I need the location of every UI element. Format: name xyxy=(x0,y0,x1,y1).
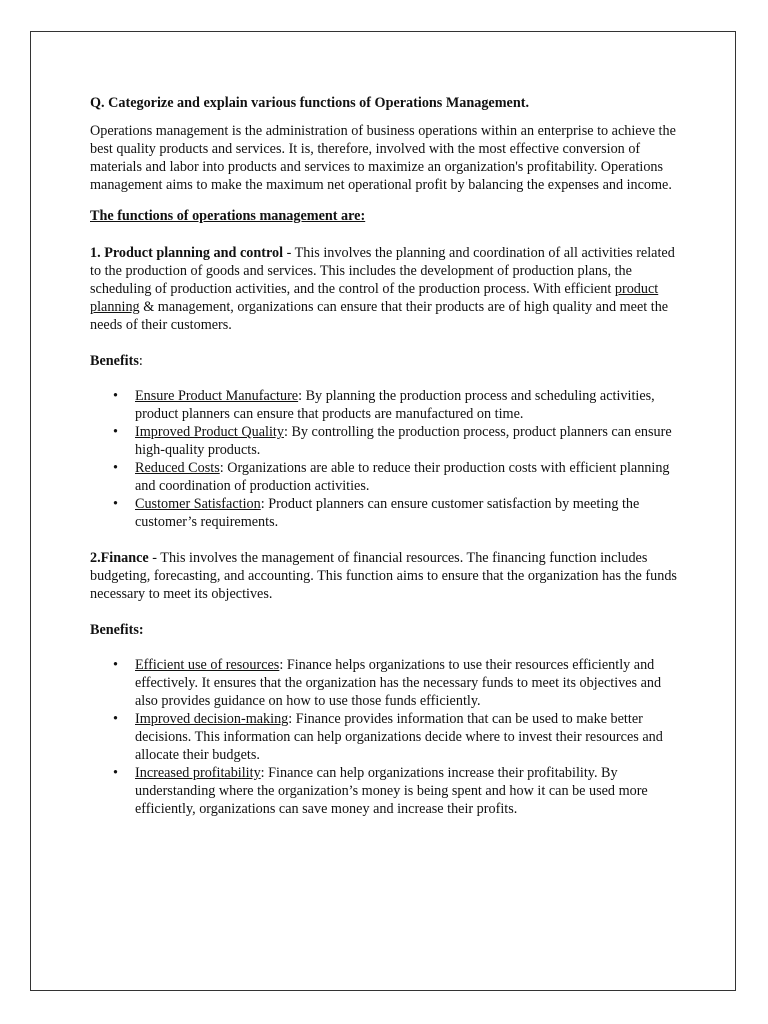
benefit-text: : Organizations are able to reduce their production costs with efficient planning and coordination of production activities. xyxy=(135,460,670,494)
benefit-term: Improved Product Quality xyxy=(135,424,284,440)
benefit-text: : By controlling the production process, product planners can ensure high-quality products. xyxy=(135,424,672,458)
benefits-heading-2: Benefits: xyxy=(90,622,144,638)
benefit-text: : Finance helps organizations to use their resources efficiently and effectively. It ensures that the organization has the necessary funds to meet its objectives and also provides guidance on how to use those funds efficiently. xyxy=(135,657,662,709)
benefits-colon-1: : xyxy=(138,353,143,369)
list-item xyxy=(135,387,680,423)
list-item xyxy=(135,764,680,818)
list-item xyxy=(135,495,680,531)
benefit-text: : Finance can help organizations increase their profitability. By understanding where the organization’s money is being spent and how it can be used more efficiently, organizations can save money and increase their profits. xyxy=(135,765,648,817)
finance-title: 2.Finance xyxy=(90,550,149,566)
product-planning-paragraph xyxy=(90,244,680,334)
product-planning-link[interactable]: product planning xyxy=(90,281,659,315)
benefit-term: Improved decision-making xyxy=(135,711,289,727)
product-planning-text-b: & management, organizations can ensure that their products are of high quality and meet the needs of their customers. xyxy=(90,299,669,333)
finance-text: - This involves the management of financial resources. The financing function includes budgeting, forecasting, and accounting. This function aims to ensure that the organization has the funds necessary to meet its objectives. xyxy=(90,550,677,602)
list-item xyxy=(135,710,680,764)
document-body xyxy=(90,94,680,836)
intro-paragraph: Operations management is the administration of business operations within an enterprise to achieve the best quality products and services. It is, therefore, involved with the most effective conversion of materials and labor into products and services to maximize an organization's profitability. Operations management aims to make the maximum net operational profit by balancing the expenses and income. xyxy=(90,123,676,193)
benefit-term: Efficient use of resources xyxy=(135,657,280,673)
benefit-text: : Finance provides information that can be used to make better decisions. This information can help organizations decide where to invest their resources and allocate their budgets. xyxy=(135,711,663,763)
product-planning-benefits-list xyxy=(90,387,680,531)
benefit-term: Customer Satisfaction xyxy=(135,496,261,512)
benefit-term: Increased profitability xyxy=(135,765,261,781)
list-item xyxy=(135,423,680,459)
benefit-term: Ensure Product Manufacture xyxy=(135,388,299,404)
benefits-heading-1 xyxy=(90,352,680,370)
benefits-label-1: Benefits xyxy=(90,353,139,369)
list-item xyxy=(135,459,680,495)
product-planning-title: 1. Product planning and control xyxy=(90,245,284,261)
product-planning-text-a: - This involves the planning and coordination of all activities related to the production of goods and services. This includes the development of production plans, the scheduling of production activities, and the control of the production process. With efficient xyxy=(90,245,675,297)
finance-benefits-list xyxy=(90,656,680,818)
benefit-term: Reduced Costs xyxy=(135,460,220,476)
list-item xyxy=(135,656,680,710)
finance-paragraph xyxy=(90,549,680,603)
functions-heading: The functions of operations management are: xyxy=(90,208,366,224)
question-heading: Q. Categorize and explain various functions of Operations Management. xyxy=(90,95,530,111)
benefit-text: : By planning the production process and scheduling activities, product planners can ensure that products are manufactured on time. xyxy=(135,388,655,422)
benefit-text: : Product planners can ensure customer satisfaction by meeting the customer’s requirements. xyxy=(135,496,640,530)
